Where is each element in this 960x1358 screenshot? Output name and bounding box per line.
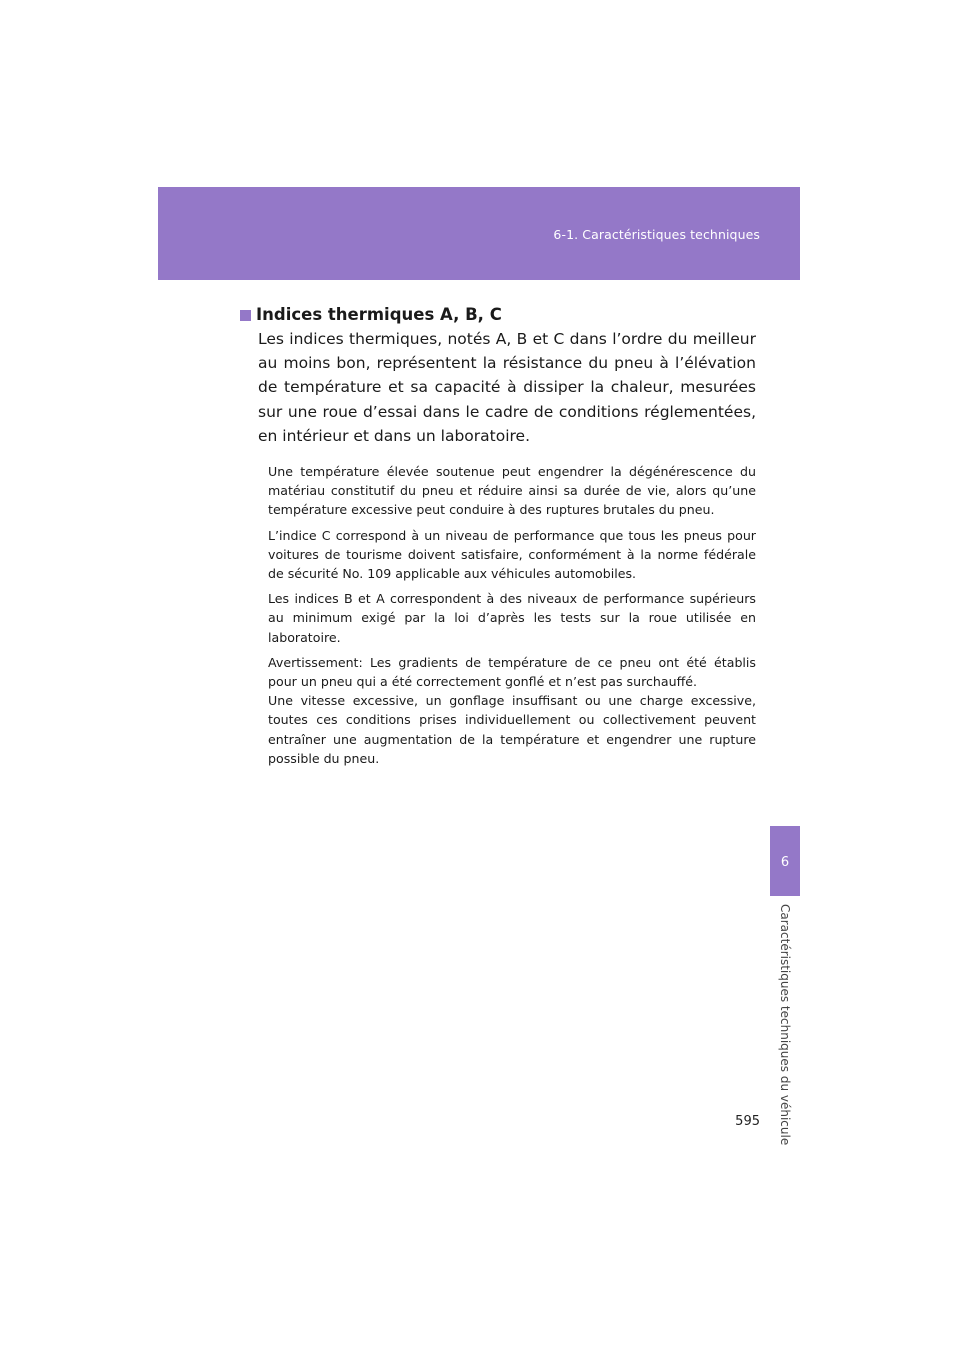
section-heading <box>240 303 756 327</box>
header-band <box>158 187 800 280</box>
note-item: Une température élevée soutenue peut engendrer la dégénérescence du matériau constitutif du pneu et réduire ainsi sa durée de vie, alors qu’une température excessive peut conduire à des ruptures brutales du pneu. <box>268 464 756 518</box>
chapter-title: Caractéristiques techniques du véhicule <box>778 904 792 1146</box>
chapter-tab <box>770 826 800 896</box>
notes <box>268 462 756 768</box>
note-item: Les indices B et A correspondent à des niveaux de performance supérieurs au minimum exigé par la loi d’après les tests sur la roue utilisée en laboratoire. <box>268 591 756 645</box>
note-item: L’indice C correspond à un niveau de performance que tous les pneus pour voitures de tourisme doivent satisfaire, conformément à la norme fédérale de sécurité No. 109 applicable aux véhicules automobiles. <box>268 527 756 582</box>
square-icon <box>240 310 251 321</box>
section-heading-text: Indices thermiques A, B, C <box>256 305 502 324</box>
note-item: Une vitesse excessive, un gonflage insuffisant ou une charge excessive, toutes ces conditions prises individuellement ou collectivement peuvent entraîner une augmentation de la température et engendrer une rupture possible du pneu. <box>268 693 756 766</box>
page-content <box>240 303 756 774</box>
page-number: 595 <box>735 1114 760 1129</box>
main-paragraph: Les indices thermiques, notés A, B et C dans l’ordre du meilleur au moins bon, représentent la résistance du pneu à l’élévation de température et sa capacité à dissiper la chaleur, mesurées sur une roue d’essai dans le cadre de conditions réglementées, en intérieur et dans un laboratoire. <box>258 330 756 445</box>
chapter-side-label <box>773 904 797 1146</box>
section-title: 6-1. Caractéristiques techniques <box>553 227 760 242</box>
note-item: Avertissement: Les gradients de température de ce pneu ont été établis pour un pneu qui a été correctement gonflé et n’est pas surchauffé. <box>268 654 756 690</box>
chapter-number: 6 <box>780 855 790 870</box>
